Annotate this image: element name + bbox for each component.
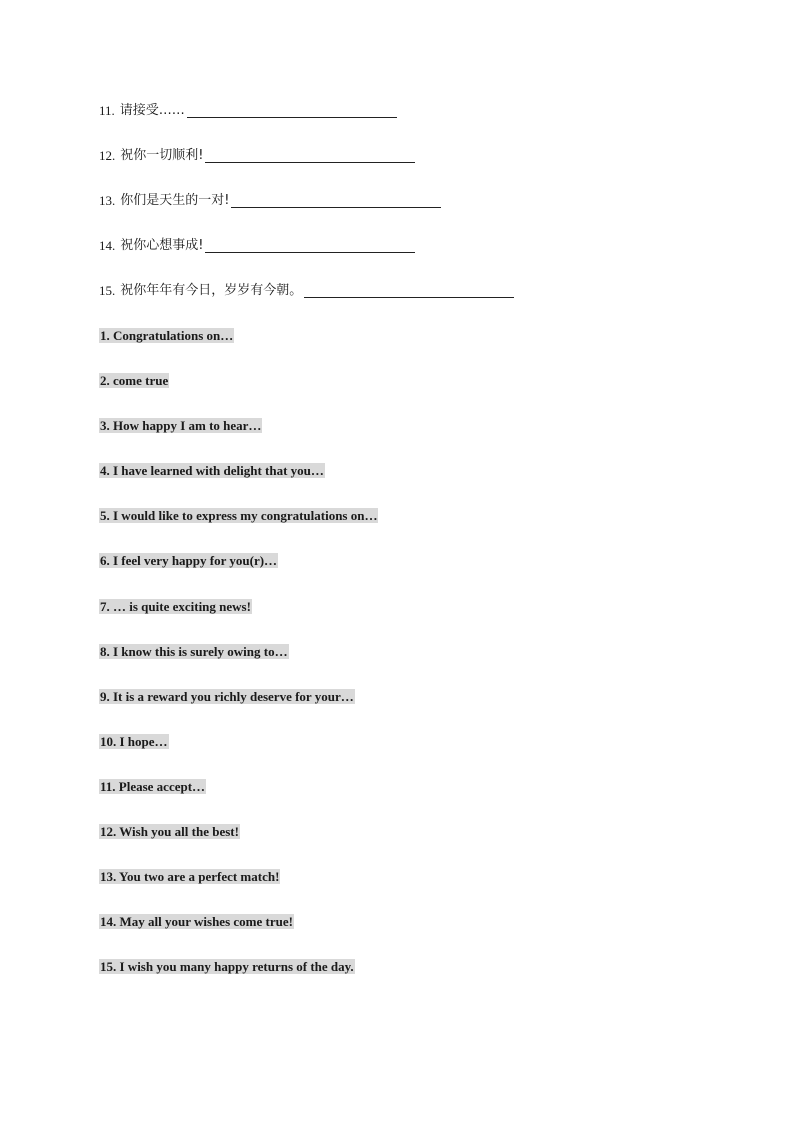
answer-text: 4. I have learned with delight that you…: [100, 463, 324, 479]
answer-blank[interactable]: [304, 280, 514, 298]
question-item: [99, 145, 514, 190]
question-text: 祝你心想事成!: [120, 238, 204, 253]
answer-text: 15. I wish you many happy returns of the day.: [100, 959, 354, 975]
question-item: [99, 235, 514, 280]
answer-blank[interactable]: [205, 235, 415, 253]
answer-text: 10. I hope…: [100, 733, 168, 749]
answer-text: 8. I know this is surely owing to…: [100, 643, 288, 659]
answer-item: [99, 370, 378, 415]
answer-text: 7. … is quite exciting news!: [100, 598, 251, 614]
answer-item: [99, 641, 378, 686]
answer-item: [99, 415, 378, 460]
answer-item: [99, 460, 378, 505]
answer-text: 6. I feel very happy for you(r)…: [100, 553, 278, 569]
question-text: 你们是天生的一对!: [120, 193, 230, 208]
question-number: 14.: [99, 238, 116, 253]
answer-text: 13. You two are a perfect match!: [100, 869, 280, 885]
answer-text: 11. Please accept…: [100, 778, 206, 794]
question-text: 祝你一切顺利!: [120, 148, 204, 163]
question-item: [99, 100, 514, 145]
answer-item: [99, 550, 378, 595]
answer-item: [99, 866, 378, 911]
answer-text: 5. I would like to express my congratulations on…: [100, 508, 378, 524]
question-number: 11.: [99, 103, 115, 118]
question-number: 15.: [99, 283, 116, 298]
answer-blank[interactable]: [187, 100, 397, 118]
answer-text: 9. It is a reward you richly deserve for your…: [100, 688, 354, 704]
answer-text: 14. May all your wishes come true!: [100, 914, 293, 930]
question-number: 13.: [99, 193, 116, 208]
question-item: [99, 190, 514, 235]
translation-question-list: [99, 100, 514, 325]
answer-key-list: [99, 325, 378, 1001]
answer-item: [99, 505, 378, 550]
question-item: [99, 280, 514, 325]
question-number: 12.: [99, 148, 116, 163]
answer-text: 1. Congratulations on…: [100, 328, 234, 343]
answer-item: [99, 956, 378, 1001]
answer-item: [99, 731, 378, 776]
answer-blank[interactable]: [231, 190, 441, 208]
answer-blank[interactable]: [205, 145, 415, 163]
answer-item: [99, 776, 378, 821]
question-text: 请接受……: [119, 103, 185, 118]
answer-text: 2. come true: [100, 373, 169, 389]
answer-item: [99, 686, 378, 731]
answer-text: 3. How happy I am to hear…: [100, 418, 262, 434]
answer-item: [99, 821, 378, 866]
answer-item: [99, 325, 378, 370]
question-text: 祝你年年有今日，岁岁有今朝。: [120, 283, 303, 298]
answer-item: [99, 911, 378, 956]
answer-text: 12. Wish you all the best!: [100, 824, 239, 840]
answer-item: [99, 596, 378, 641]
